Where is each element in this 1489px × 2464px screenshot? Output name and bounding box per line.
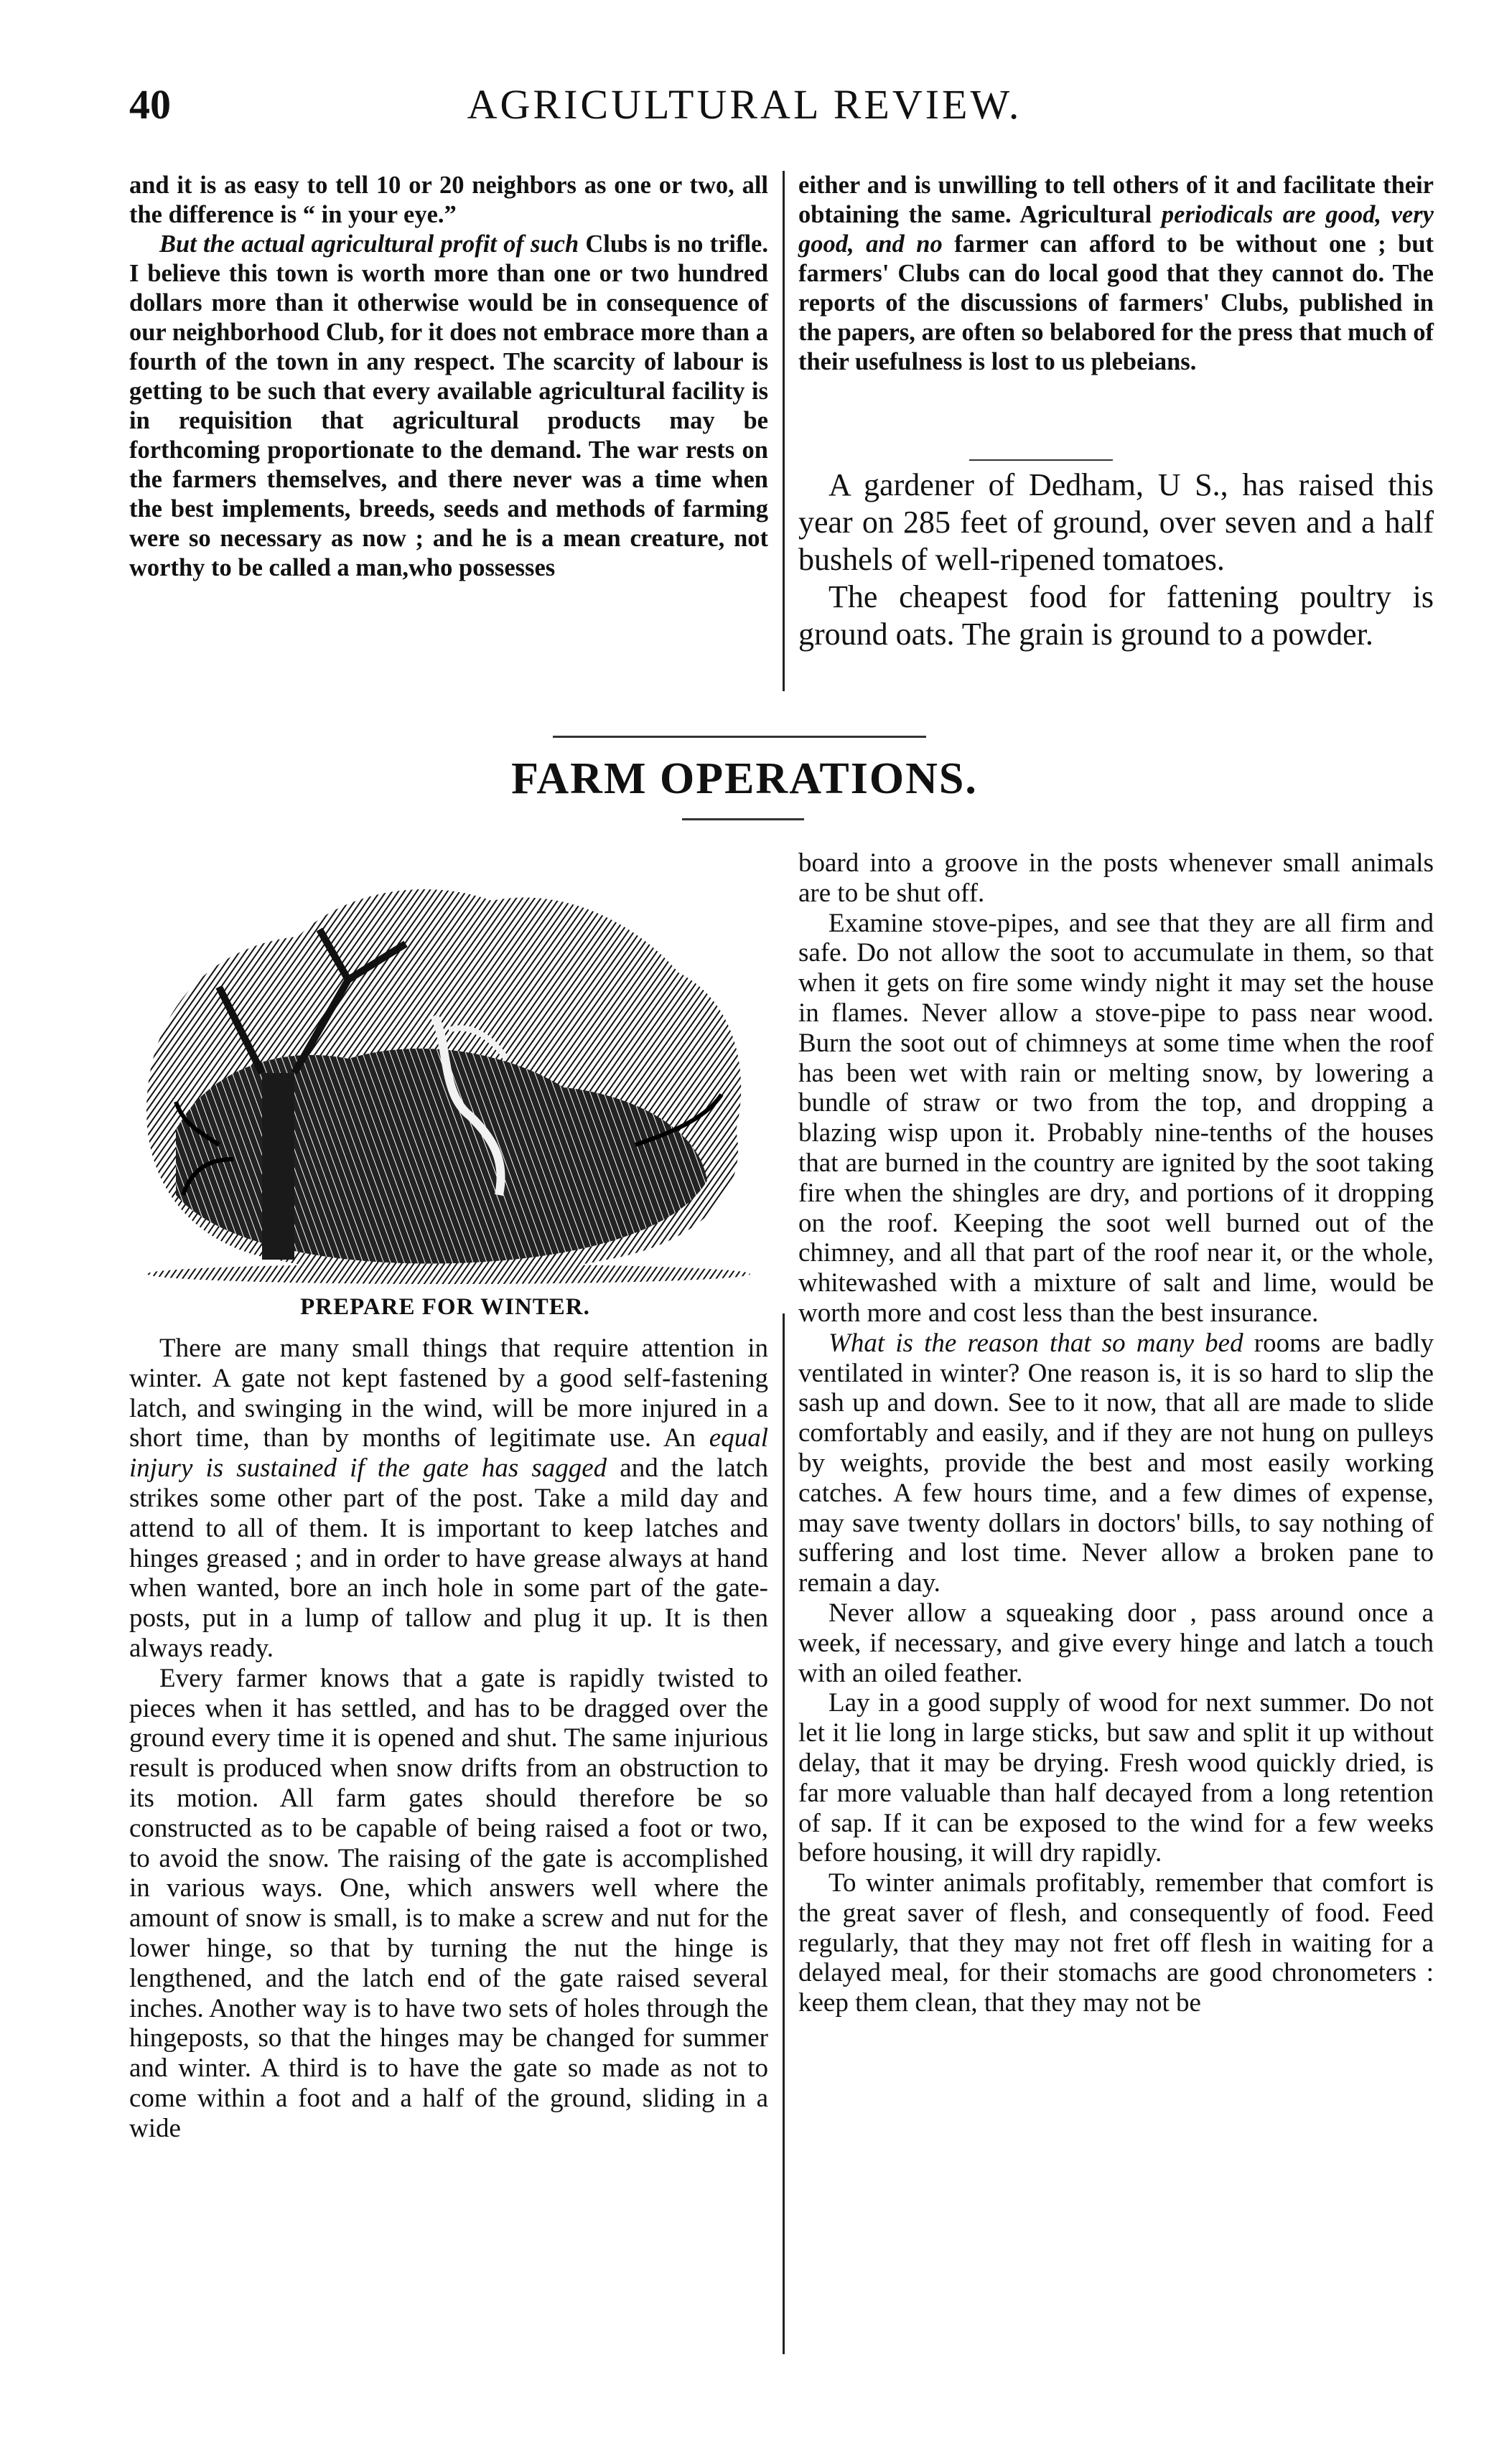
note: The cheapest food for fattening poultry is ground oats. The grain is ground to a powder.	[798, 579, 1434, 652]
paragraph-text: Clubs is no trifle. I believe this town is worth more than one or two hundred dollars more than it otherwise would be in consequence of our neighborhood Club, for it does not embrace more than a fourth of the town in any respect. The scarcity of labour is getting to be such that every available agricultural facility is in requisition that agricultural products may be forthcoming proportionate to the demand. The war rests on the farmers themselves, and there never was a time when the best implements, breeds, seeds and methods of farming were so necessary as now ; and he is a mean creature, not worthy to be called a man,who possesses	[129, 230, 768, 581]
section-heading: FARM OPERATIONS.	[511, 754, 978, 803]
bottom-left-column	[129, 1334, 768, 2144]
paragraph-text: and it is as easy to tell 10 or 20 neighbors as one or two, all the difference is “ in your eye.”	[129, 172, 768, 228]
paragraph: board into a groove in the posts whenever small animals are to be shut off.	[798, 848, 1434, 908]
paragraph-text: rooms are badly ventilated in winter? One reason is, it is so hard to slip the sash up and down. See to it now, that all are made to slide comfortably and easily, and if they are not hung on pulleys by weights, provide the best and most easily working catches. A few hours time, and a few dimes of expense, may save twenty dollars in doctors' bills, to say nothing of suffering and lost time. Never allow a broken pane to remain a day.	[798, 1328, 1434, 1598]
paragraph	[129, 230, 768, 583]
paragraph-text: and the latch strikes some other part of the post. Take a mild day and attend to all of them. It is important to keep latches and hinges greased ; and in order to have grease always at hand when wanted, bore an inch hole in some part of the gate-posts, put in a lump of tallow and plug it up. It is then always ready.	[129, 1453, 768, 1663]
running-title: AGRICULTURAL REVIEW.	[467, 81, 1022, 128]
page-number: 40	[129, 81, 171, 128]
paragraph: Examine stove-pipes, and see that they are all firm and safe. Do not allow the soot to accumulate in them, so that when it gets on fire some windy night it may set the house in flames. Never allow a stove-pipe to pass near wood. Burn the soot out of chimneys at some time when the roof has been wet with rain or melting snow, by lowering a bundle of straw or two from the top, and dropping a blazing wisp upon it. Probably nine-tenths of the houses that are burned in the country are ignited by the soot taking fire when the shingles are dry, and portions of it dropping on the roof. Keeping the soot well burned out of the chimney, and all that part of the roof near it, or the whole, whitewashed with a mixture of salt and lime, would be worth more and cost less than the best insurance.	[798, 908, 1434, 1328]
paragraph: Lay in a good supply of wood for next summer. Do not let it lie long in large sticks, but saw and split it up without delay, that it may be drying. Fresh wood quickly dried, is far more valuable than half decayed from a long retention of sap. If it can be exposed to the wind for a few weeks before housing, it will dry rapidly.	[798, 1688, 1434, 1868]
column-divider	[783, 171, 785, 691]
paragraph: Every farmer knows that a gate is rapidly twisted to pieces when it has settled, and has to be dragged over the ground every time it is opened and shut. The same injurious result is produced when snow drifts from an obstruction to its motion. All farm gates should therefore be so constructed as to be capable of being raised a foot or two, to avoid the snow. The raising of the gate is accomplished in various ways. One, which answers well where the amount of snow is small, is to make a screw and nut for the lower hinge, so that by turning the nut the hinge is lengthened, and the latch end of the gate raised several inches. Another way is to have two sets of holes through the hingeposts, so that the hinges may be changed for summer and winter. A third is to have the gate so made as not to come within a foot and a half of the ground, sliding in a wide	[129, 1663, 768, 2143]
italic-text: equal injury is sustained if the gate has sagged	[129, 1423, 768, 1484]
paragraph	[798, 1329, 1434, 1598]
news-notes	[798, 467, 1434, 653]
paragraph	[129, 171, 768, 230]
paragraph: Never allow a squeaking door , pass around once a week, if necessary, and give every hinge and latch a touch with an oiled feather.	[798, 1598, 1434, 1688]
italic-text: But the actual agricultural profit of such	[159, 230, 579, 258]
column-divider	[783, 1313, 785, 2354]
paragraph-text: farmer can afford to be without one ; but farmers' Clubs can do local good that they cannot do. The reports of the discussions of farmers' Clubs, published in the papers, are often so belabored for the press that much of their usefulness is lost to us plebeians.	[798, 230, 1434, 375]
heading-underline	[682, 818, 804, 820]
woodcut-illustration	[133, 858, 757, 1288]
bottom-right-column	[798, 848, 1434, 2018]
divider-rule	[969, 459, 1113, 461]
paragraph: To winter animals profitably, remember that comfort is the great saver of flesh, and consequently of food. Feed regularly, that they may not fret off flesh in waiting for a delayed meal, for their stomachs are good chronometers : keep them clean, that they may not be	[798, 1868, 1434, 2018]
italic-text: periodicals are good, very good, and no	[798, 201, 1434, 258]
paragraph-text: There are many small things that require attention in winter. A gate not kept fastened by a good self-fastening latch, and swinging in the wind, will be more injured in a short time, than by months of legitimate use. An	[129, 1334, 768, 1453]
top-left-column	[129, 171, 768, 583]
illustration-caption: PREPARE FOR WINTER.	[300, 1294, 590, 1320]
paragraph	[798, 171, 1434, 377]
note: A gardener of Dedham, U S., has raised this year on 285 feet of ground, over seven and a half bushels of well-ripened tomatoes.	[798, 467, 1434, 577]
italic-text: What is the reason that so many bed	[828, 1328, 1243, 1358]
paragraph	[129, 1334, 768, 1664]
paragraph-text: either and is unwilling to tell others of it and facilitate their obtaining the same. Agricultural	[798, 172, 1434, 228]
section-rule	[553, 736, 926, 738]
top-right-column	[798, 171, 1434, 377]
